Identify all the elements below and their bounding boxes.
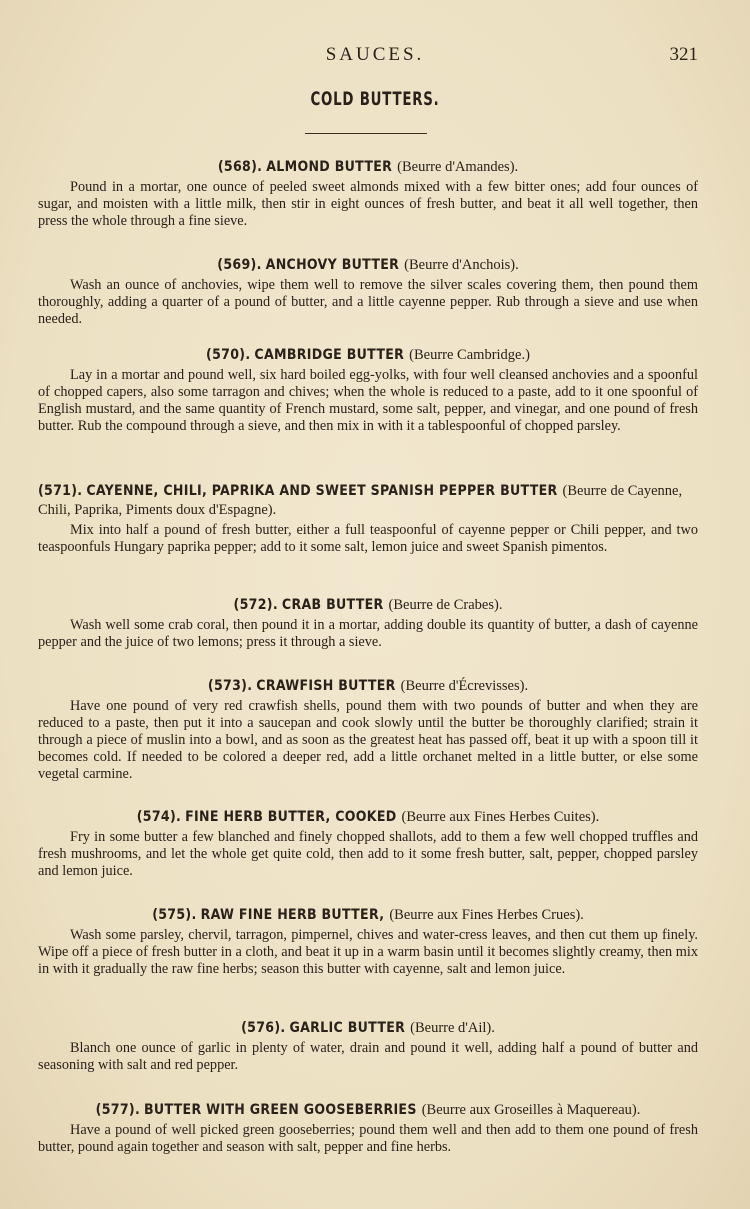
- recipe-title: [38, 596, 698, 615]
- recipe-title: [38, 1019, 698, 1038]
- recipe-title: [38, 677, 698, 696]
- recipe-french-name: (Beurre de Crabes).: [388, 597, 503, 613]
- recipe-text: Wash well some crab coral, then pound it in a mortar, adding double its quantity of butter, a dash of cayenne pepper and the juice of two lemons; press it through a sieve.: [38, 617, 698, 650]
- recipe-title: [38, 158, 698, 177]
- recipe-573: [38, 677, 698, 783]
- recipe-575: [38, 906, 698, 978]
- recipe-text: Wash some parsley, chervil, tarragon, pimpernel, chives and water-cress leaves, and then cut them up finely. Wipe off a piece of fresh butter in a cloth, and beat it up in a warm basin until it becomes slightly creamy, then mix in with it gradually the raw fine herbs; season this butter with cayenne, salt and lemon juice.: [38, 927, 698, 977]
- section-title: COLD BUTTERS.: [310, 88, 440, 110]
- recipe-title: [38, 482, 698, 520]
- recipe-570: [38, 346, 698, 435]
- recipe-number: (574).: [136, 809, 182, 825]
- recipe-title: [38, 1101, 698, 1120]
- recipe-577: [38, 1101, 698, 1156]
- recipe-text: Have one pound of very red crawfish shells, pound them with two pounds of butter and when they are reduced to a paste, then put it into a saucepan and cook slowly until the butter be thoroughly clarified; strain it through a piece of muslin into a bowl, and as soon as the greatest heat has passed off, beat it up with a spoon till it becomes cold. If needed to be colored a deeper red, add a little orchanet melted in a little butter, or else some vegetal carmine.: [38, 698, 698, 782]
- recipe-number: (571).: [38, 483, 83, 499]
- recipe-french-name: (Beurre de Cayenne, Chili, Paprika, Piments doux d'Espagne).: [38, 483, 683, 518]
- running-title: SAUCES.: [325, 44, 425, 65]
- recipe-text: Fry in some butter a few blanched and finely chopped shallots, add to them a few well chopped truffles and fresh mushrooms, and let the whole get quite cold, then add to it some fresh butter, salt, pepper, chopped parsley and lemon juice.: [38, 829, 698, 879]
- recipe-french-name: (Beurre aux Fines Herbes Crues).: [389, 907, 584, 923]
- recipe-571: [38, 482, 698, 556]
- recipe-number: (568).: [217, 159, 263, 175]
- recipe-569: [38, 256, 698, 328]
- recipe-number: (569).: [217, 257, 262, 273]
- recipe-text: Mix into half a pound of fresh butter, either a full teaspoonful of cayenne pepper or Chili pepper, and two teaspoonfuls Hungary paprika pepper; add to it some salt, lemon juice and sweet Spanish pimentos.: [38, 522, 698, 555]
- running-header: [0, 44, 750, 66]
- recipe-title: [38, 346, 698, 365]
- recipe-number: (575).: [152, 907, 197, 923]
- recipe-text: Blanch one ounce of garlic in plenty of water, drain and pound it well, adding half a pound of butter and seasoning with salt and red pepper.: [38, 1040, 698, 1073]
- recipe-name: CAMBRIDGE BUTTER: [254, 347, 405, 363]
- recipe-french-name: (Beurre d'Anchois).: [404, 257, 519, 273]
- recipe-text: Lay in a mortar and pound well, six hard boiled egg-yolks, with four well cleansed anchovies and a spoonful of chopped capers, also some tarragon and chives; when the whole is reduced to a paste, add to it one spoonful of English mustard, and the same quantity of French mustard, some salt, pepper, and vinegar, and one pound of fresh butter. Rub the compound through a sieve, and then mix in with it a tablespoonful of chopped parsley.: [38, 367, 698, 434]
- recipe-568: [38, 158, 698, 230]
- recipe-french-name: (Beurre Cambridge.): [409, 347, 530, 363]
- page-number: 321: [669, 44, 698, 65]
- recipe-text: Wash an ounce of anchovies, wipe them well to remove the silver scales covering them, then pound them thoroughly, adding a quarter of a pound of butter, and a little cayenne pepper. Rub through a sieve and use when needed.: [38, 277, 698, 327]
- recipe-title: [38, 808, 698, 827]
- recipe-title: [38, 906, 698, 925]
- recipe-name: ANCHOVY BUTTER: [265, 257, 400, 273]
- recipe-name: CRAWFISH BUTTER: [256, 678, 396, 694]
- recipe-name: ALMOND BUTTER: [266, 159, 393, 175]
- recipe-number: (572).: [233, 597, 278, 613]
- recipe-text: Pound in a mortar, one ounce of peeled sweet almonds mixed with a few bitter ones; add four ounces of sugar, and moisten with a little milk, then stir in eight ounces of fresh butter, and beat it all well together, then press the whole through a fine sieve.: [38, 179, 698, 229]
- recipe-number: (576).: [241, 1020, 286, 1036]
- recipe-number: (573).: [207, 678, 253, 694]
- recipe-574: [38, 808, 698, 880]
- recipe-name: BUTTER WITH GREEN GOOSEBERRIES: [144, 1102, 417, 1118]
- recipe-name: CAYENNE, CHILI, PAPRIKA AND SWEET SPANISH PEPPER BUTTER: [86, 483, 558, 499]
- recipe-name: GARLIC BUTTER: [289, 1020, 406, 1036]
- recipe-name: RAW FINE HERB BUTTER,: [200, 907, 385, 923]
- recipe-french-name: (Beurre aux Groseilles à Maquereau).: [421, 1102, 641, 1118]
- recipe-576: [38, 1019, 698, 1074]
- recipe-french-name: (Beurre aux Fines Herbes Cuites).: [401, 809, 600, 825]
- recipe-text: Have a pound of well picked green gooseberries; pound them well and then add to them one pound of fresh butter, pound again together and season with salt, pepper and fine herbs.: [38, 1122, 698, 1155]
- recipe-name: FINE HERB BUTTER, COOKED: [185, 809, 397, 825]
- recipe-572: [38, 596, 698, 651]
- recipe-french-name: (Beurre d'Écrevisses).: [400, 678, 529, 694]
- recipe-french-name: (Beurre d'Ail).: [410, 1020, 495, 1036]
- recipe-name: CRAB BUTTER: [281, 597, 384, 613]
- title-rule: [305, 133, 427, 134]
- recipe-french-name: (Beurre d'Amandes).: [397, 159, 519, 175]
- recipe-number: (577).: [95, 1102, 141, 1118]
- recipe-title: [38, 256, 698, 275]
- recipe-number: (570).: [206, 347, 251, 363]
